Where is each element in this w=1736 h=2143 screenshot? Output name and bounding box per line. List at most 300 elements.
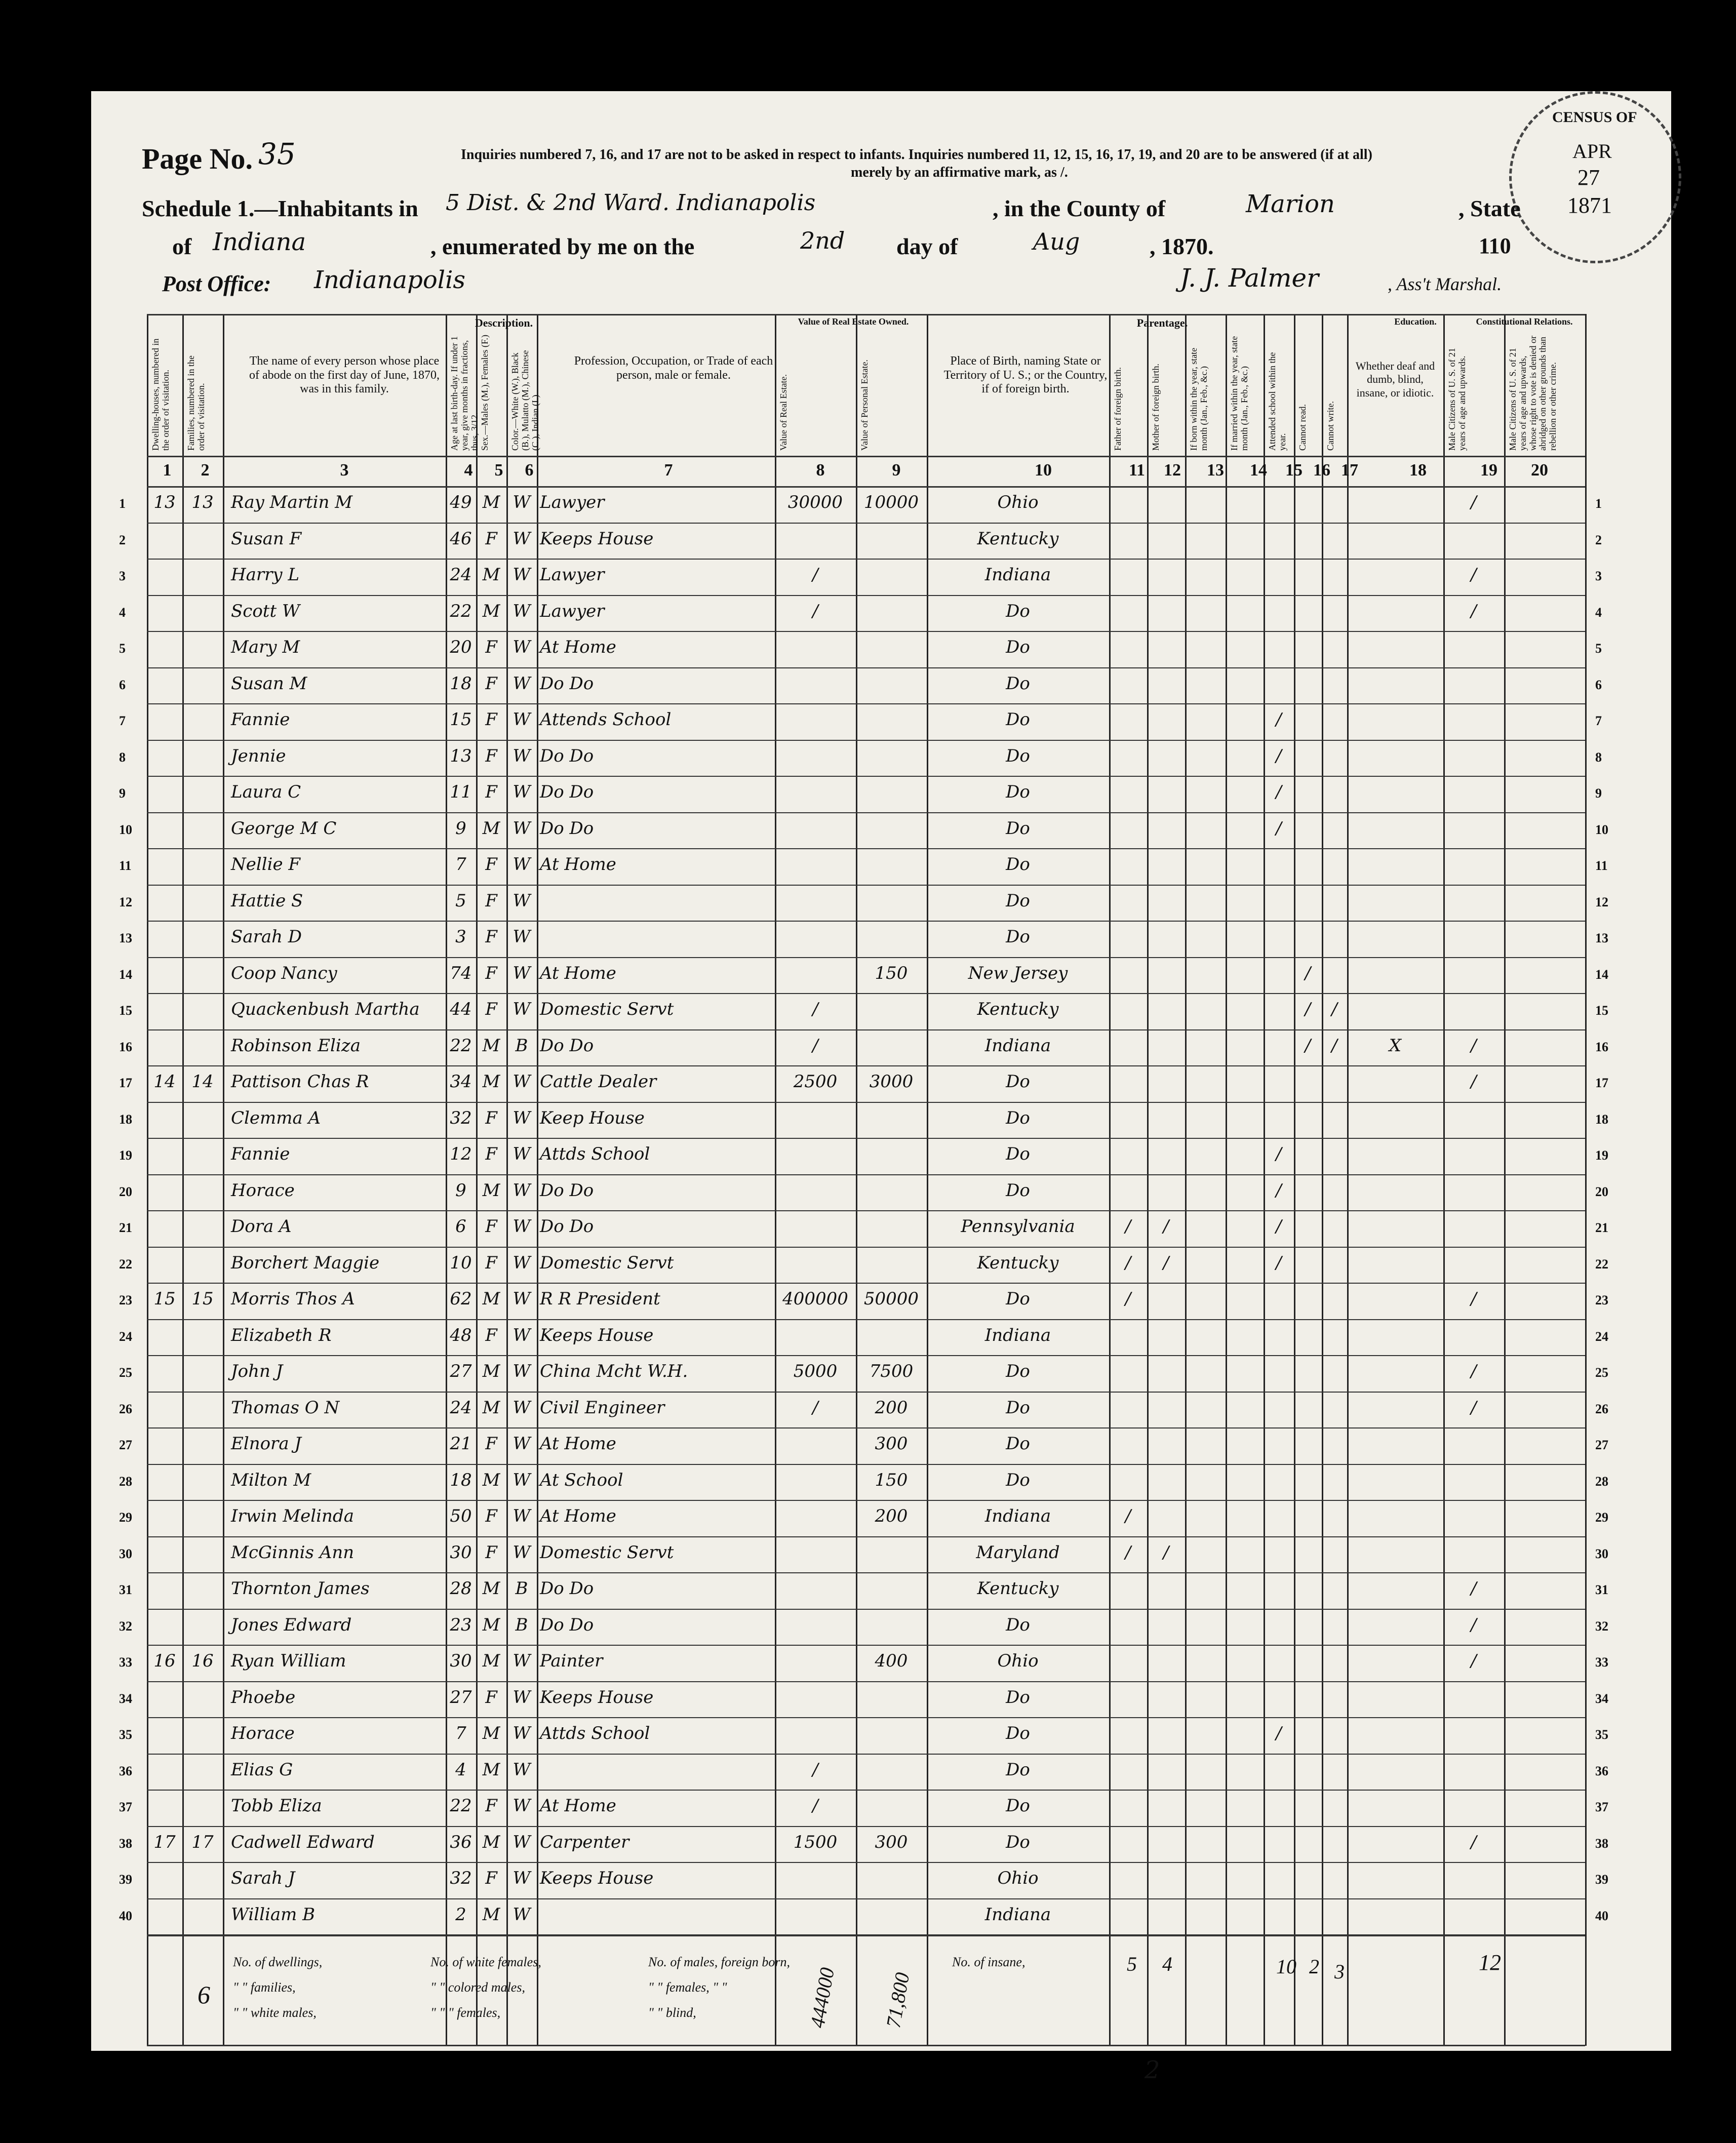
table-cell-name: Susan F (231, 528, 302, 549)
grid-hline (147, 1609, 1585, 1610)
col-num-8: 8 (816, 461, 825, 480)
row-number-right: 30 (1595, 1546, 1608, 1561)
header-c1: Dwelling-houses, numbered in the order of visitation. (150, 338, 171, 451)
table-cell-age: 2 (455, 1904, 466, 1925)
table-cell-occ: At Home (540, 1796, 616, 1816)
table-cell-re: 2500 (793, 1072, 838, 1092)
row-number-right: 6 (1595, 677, 1602, 692)
table-cell-occ: Keep House (540, 1107, 645, 1128)
footer-pe-total: 71,800 (881, 1970, 914, 2030)
table-cell-sex: F (485, 963, 497, 983)
county-label: , in the County of (993, 195, 1166, 221)
table-cell-sex: F (485, 745, 497, 766)
table-cell-sex: F (485, 673, 497, 694)
table-cell-sex: F (485, 854, 497, 875)
grid-vline (1504, 314, 1506, 2046)
table-cell-sex: M (482, 1759, 500, 1780)
grid-vline (223, 314, 224, 2046)
table-cell-c1: 16 (153, 1651, 176, 1671)
grid-hline (147, 740, 1585, 741)
table-cell-re: / (812, 999, 818, 1019)
row-number-left: 7 (119, 713, 126, 728)
table-cell-pe: 150 (875, 1470, 908, 1490)
table-cell-sex: F (485, 1107, 497, 1128)
table-cell-birth: Kentucky (977, 1578, 1059, 1599)
col-num-4: 4 (464, 461, 473, 480)
table-cell-birth: Do (1006, 1397, 1030, 1418)
table-cell-birth: Do (1006, 1072, 1030, 1092)
row-number-right: 28 (1595, 1474, 1608, 1489)
table-cell-re: / (812, 1397, 818, 1418)
table-cell-age: 74 (450, 963, 472, 983)
row-number-right: 1 (1595, 496, 1602, 511)
table-cell-c1: 17 (153, 1832, 176, 1852)
header-constitutional: Constitutional Relations. (1476, 316, 1573, 327)
row-number-right: 9 (1595, 786, 1602, 801)
table-cell-occ: Do Do (540, 745, 594, 766)
table-cell-color: W (512, 1107, 531, 1128)
row-number-right: 34 (1595, 1691, 1608, 1706)
table-cell-name: Clemma A (231, 1107, 321, 1128)
table-cell-birth: Do (1006, 709, 1030, 730)
table-cell-birth: Do (1006, 1180, 1030, 1201)
table-cell-birth: Do (1006, 1723, 1030, 1743)
table-cell-color: B (515, 1035, 528, 1056)
table-cell-c1: 14 (153, 1072, 176, 1092)
table-cell-age: 22 (450, 1796, 472, 1816)
table-cell-occ: At Home (540, 637, 616, 657)
table-cell-occ: Lawyer (540, 492, 605, 512)
table-cell-color: W (512, 1796, 531, 1816)
table-cell-color: W (512, 1723, 531, 1743)
table-cell-occ: At Home (540, 854, 616, 875)
post-office-label: Post Office: (162, 271, 271, 296)
table-cell-color: W (512, 528, 531, 549)
footer-school-tally: 10 (1276, 1955, 1296, 1978)
grid-hline (147, 1754, 1585, 1755)
col-num-18: 18 (1409, 461, 1427, 480)
row-number-right: 38 (1595, 1836, 1608, 1851)
table-cell-sex: F (485, 1325, 497, 1345)
col-num-15: 15 (1285, 461, 1303, 480)
table-cell-name: Thornton James (231, 1578, 370, 1599)
table-cell-sex: M (482, 1180, 500, 1201)
row-number-left: 20 (119, 1184, 132, 1199)
table-cell-color: W (512, 637, 531, 657)
table-cell-birth: Do (1006, 927, 1030, 947)
table-cell-c16: / (1305, 1035, 1311, 1056)
table-cell-pe: 3000 (869, 1072, 914, 1092)
table-cell-sex: F (485, 890, 497, 911)
table-cell-birth: Kentucky (977, 1252, 1059, 1273)
col-num-1: 1 (163, 461, 172, 480)
row-number-right: 24 (1595, 1329, 1608, 1344)
table-cell-sex: F (485, 1687, 497, 1708)
table-cell-c19: / (1471, 1614, 1477, 1635)
row-number-left: 25 (119, 1365, 132, 1380)
table-cell-name: Elias G (231, 1759, 293, 1780)
table-cell-birth: Do (1006, 1470, 1030, 1490)
table-cell-re: / (812, 565, 818, 585)
row-number-left: 11 (119, 858, 132, 873)
table-cell-re: 5000 (793, 1361, 838, 1381)
row-number-left: 10 (119, 822, 132, 837)
header-c2: Families, numbered in the order of visitation. (186, 355, 206, 451)
table-cell-name: Phoebe (231, 1687, 296, 1708)
table-cell-sex: M (482, 818, 500, 839)
table-cell-c2: 14 (191, 1072, 214, 1092)
table-cell-color: W (512, 1868, 531, 1888)
table-cell-name: Hattie S (231, 890, 303, 911)
table-cell-c11: / (1125, 1289, 1131, 1309)
table-cell-name: John J (231, 1361, 283, 1381)
table-cell-sex: F (485, 1216, 497, 1237)
census-table (119, 314, 1608, 2046)
grid-vline (1294, 314, 1295, 2046)
table-cell-sex: F (485, 1144, 497, 1164)
header-c16: Cannot read. (1297, 404, 1308, 451)
table-cell-sex: F (485, 528, 497, 549)
row-number-right: 11 (1595, 858, 1608, 873)
table-cell-age: 13 (450, 745, 472, 766)
table-cell-color: W (512, 1434, 531, 1454)
table-cell-c11: / (1125, 1216, 1131, 1237)
day-of-label: day of (896, 233, 958, 259)
row-number-left: 23 (119, 1293, 132, 1307)
table-cell-name: Horace (231, 1723, 295, 1743)
row-number-right: 14 (1595, 967, 1608, 982)
row-number-left: 15 (119, 1003, 132, 1018)
table-cell-age: 34 (450, 1072, 472, 1092)
table-cell-name: Susan M (231, 673, 307, 694)
row-number-right: 3 (1595, 569, 1602, 583)
row-number-right: 8 (1595, 749, 1602, 765)
table-cell-pe: 300 (875, 1832, 908, 1852)
table-cell-sex: M (482, 492, 500, 512)
table-cell-color: W (512, 1072, 531, 1092)
county-value: Marion (1246, 190, 1335, 218)
table-cell-name: Jennie (231, 745, 286, 766)
table-cell-birth: Do (1006, 818, 1030, 839)
grid-hline (147, 1934, 1585, 1936)
state-label: , State (1458, 195, 1521, 221)
grid-hline (147, 848, 1585, 849)
table-cell-age: 24 (450, 565, 472, 585)
table-cell-age: 32 (450, 1868, 472, 1888)
table-cell-c19: / (1471, 492, 1477, 512)
table-cell-c11: / (1125, 1252, 1131, 1273)
table-cell-birth: Do (1006, 745, 1030, 766)
table-cell-age: 28 (450, 1578, 472, 1599)
row-number-right: 23 (1595, 1293, 1608, 1307)
table-cell-name: Robinson Eliza (231, 1035, 361, 1056)
footer-l2a: " " families, (233, 1980, 296, 1995)
row-number-left: 1 (119, 496, 126, 511)
grid-hline (147, 1138, 1585, 1139)
table-cell-color: W (512, 1470, 531, 1490)
table-cell-sex: M (482, 1723, 500, 1743)
row-number-right: 17 (1595, 1076, 1608, 1090)
footer-parentage-tally-1: 5 (1127, 1953, 1137, 1975)
table-cell-re: 1500 (793, 1832, 838, 1852)
table-cell-c15: / (1276, 818, 1282, 839)
footer-l3b: " " " females, (430, 2005, 501, 2020)
grid-hline (147, 1790, 1585, 1791)
table-cell-name: Ryan William (231, 1651, 346, 1671)
row-number-left: 13 (119, 931, 132, 945)
header-c4: Age at last birth-day. If under 1 year, give months in fractions, thus, 3/12. (449, 336, 480, 451)
table-cell-age: 24 (450, 1397, 472, 1418)
table-cell-color: W (512, 927, 531, 947)
grid-vline (927, 314, 928, 2046)
grid-hline (147, 1319, 1585, 1320)
table-cell-name: Scott W (231, 601, 300, 621)
grid-hline (147, 631, 1585, 632)
table-cell-age: 21 (450, 1434, 472, 1454)
header-c14: If married within the year, state month (Jan., Feb., &c.) (1229, 336, 1249, 451)
row-number-right: 27 (1595, 1438, 1608, 1452)
header-c17: Cannot write. (1325, 401, 1335, 451)
grid-vline (1109, 314, 1111, 2046)
table-cell-c16: / (1305, 963, 1311, 983)
table-cell-birth: Ohio (997, 1651, 1039, 1671)
table-cell-occ: Do Do (540, 782, 594, 802)
grid-hline (147, 1536, 1585, 1537)
row-number-right: 39 (1595, 1872, 1608, 1887)
table-cell-sex: M (482, 1904, 500, 1925)
table-cell-c2: 16 (191, 1651, 214, 1671)
table-cell-sex: M (482, 1397, 500, 1418)
table-cell-birth: Ohio (997, 492, 1039, 512)
table-cell-age: 44 (450, 999, 472, 1019)
row-number-left: 6 (119, 677, 126, 692)
table-cell-age: 32 (450, 1107, 472, 1128)
footer-dwellings-tally: 6 (198, 1980, 210, 2009)
grid-vline (856, 314, 857, 2046)
row-number-right: 10 (1595, 822, 1608, 837)
row-number-right: 12 (1595, 894, 1608, 909)
table-cell-birth: Do (1006, 1434, 1030, 1454)
table-cell-sex: M (482, 1289, 500, 1309)
row-number-left: 38 (119, 1836, 132, 1851)
table-cell-name: Jones Edward (231, 1614, 352, 1635)
table-cell-occ: Lawyer (540, 565, 605, 585)
table-cell-age: 27 (450, 1687, 472, 1708)
table-cell-occ: Carpenter (540, 1832, 629, 1852)
table-cell-age: 10 (450, 1252, 472, 1273)
grid-hline (147, 1898, 1585, 1899)
table-cell-re: / (812, 1796, 818, 1816)
row-number-left: 32 (119, 1618, 132, 1634)
grid-hline (147, 667, 1585, 668)
header-c10: Place of Birth, naming State or Territory of U. S.; or the Country, if of foreign birth. (943, 354, 1108, 396)
row-number-left: 26 (119, 1401, 132, 1416)
page-no-label: Page No. (142, 142, 253, 175)
table-cell-name: Milton M (231, 1470, 311, 1490)
col-num-9: 9 (892, 461, 901, 480)
table-cell-name: Tobb Eliza (231, 1796, 322, 1816)
grid-hline (147, 1065, 1585, 1066)
table-cell-color: W (512, 601, 531, 621)
table-cell-age: 15 (450, 709, 472, 730)
grid-hline (147, 957, 1585, 958)
grid-hline (147, 1862, 1585, 1863)
row-number-right: 5 (1595, 641, 1602, 656)
table-cell-birth: Indiana (984, 1506, 1051, 1526)
table-cell-re: / (812, 1759, 818, 1780)
table-cell-age: 36 (450, 1832, 472, 1852)
row-number-left: 5 (119, 641, 126, 656)
table-cell-color: W (512, 1397, 531, 1418)
row-number-right: 22 (1595, 1256, 1608, 1272)
table-cell-sex: F (485, 999, 497, 1019)
table-cell-c19: / (1471, 1578, 1477, 1599)
table-cell-pe: 150 (875, 963, 908, 983)
table-cell-c19: / (1471, 1072, 1477, 1092)
table-cell-sex: M (482, 601, 500, 621)
grid-vline (147, 314, 148, 2046)
table-cell-c15: / (1276, 1723, 1282, 1743)
row-number-right: 21 (1595, 1220, 1608, 1235)
grid-hline (147, 1174, 1585, 1175)
table-cell-occ: Do Do (540, 1035, 594, 1056)
table-cell-sex: F (485, 709, 497, 730)
table-cell-occ: Attds School (540, 1144, 650, 1164)
table-cell-birth: Do (1006, 637, 1030, 657)
row-number-left: 16 (119, 1039, 132, 1054)
table-cell-age: 11 (450, 782, 472, 802)
table-cell-sex: F (485, 782, 497, 802)
table-cell-occ: China Mcht W.H. (540, 1361, 688, 1381)
table-cell-age: 48 (450, 1325, 472, 1345)
row-number-left: 31 (119, 1582, 132, 1597)
table-cell-name: Cadwell Edward (231, 1832, 375, 1852)
row-number-right: 25 (1595, 1365, 1608, 1380)
table-cell-color: W (512, 1651, 531, 1671)
marshal-label: , Ass't Marshal. (1388, 274, 1502, 294)
table-cell-color: W (512, 1252, 531, 1273)
header-c19: Male Citizens of U. S. of 21 years of age and upwards. (1447, 348, 1467, 451)
table-cell-birth: New Jersey (968, 963, 1068, 983)
row-number-right: 7 (1595, 713, 1602, 728)
page-no-value: 35 (258, 137, 296, 171)
header-c20: Male Citizens of U. S. of 21 years of age and upwards, whose right to vote is denied or abridged on other grounds than rebellion or other crime. (1508, 336, 1558, 451)
col-num-13: 13 (1207, 461, 1224, 480)
census-stamp (1509, 91, 1681, 263)
table-cell-c15: / (1276, 1144, 1282, 1164)
table-cell-c15: / (1276, 782, 1282, 802)
footer-parentage-tally-2: 4 (1162, 1953, 1172, 1975)
row-number-right: 19 (1595, 1148, 1608, 1163)
grid-hline (147, 921, 1585, 922)
row-number-right: 37 (1595, 1800, 1608, 1814)
table-cell-birth: Do (1006, 1361, 1030, 1381)
table-cell-age: 46 (450, 528, 472, 549)
col-num-10: 10 (1035, 461, 1052, 480)
col-num-12: 12 (1164, 461, 1181, 480)
row-number-left: 3 (119, 569, 126, 583)
row-number-left: 27 (119, 1438, 132, 1452)
table-cell-name: Irwin Melinda (231, 1506, 354, 1526)
table-cell-birth: Do (1006, 890, 1030, 911)
table-cell-color: W (512, 565, 531, 585)
table-cell-name: Nellie F (231, 854, 301, 875)
col-num-14: 14 (1250, 461, 1267, 480)
row-number-right: 33 (1595, 1655, 1608, 1670)
table-cell-color: B (515, 1614, 528, 1635)
header-c5: Sex.—Males (M.), Females (F.) (480, 334, 490, 451)
table-cell-birth: Do (1006, 1144, 1030, 1164)
table-cell-color: W (512, 709, 531, 730)
table-cell-occ: Civil Engineer (540, 1397, 665, 1418)
row-number-right: 15 (1595, 1003, 1608, 1018)
table-cell-occ: Cattle Dealer (540, 1072, 657, 1092)
table-cell-occ: R R President (540, 1289, 660, 1309)
table-cell-color: W (512, 1832, 531, 1852)
table-cell-c18: X (1389, 1035, 1402, 1056)
row-number-right: 2 (1595, 532, 1602, 547)
grid-vline (537, 314, 538, 2046)
table-cell-pe: 200 (875, 1397, 908, 1418)
enumerated-label: , enumerated by me on the (430, 233, 695, 259)
table-cell-birth: Maryland (976, 1542, 1060, 1563)
table-cell-color: W (512, 1180, 531, 1201)
row-number-right: 40 (1595, 1908, 1608, 1923)
col-num-17: 17 (1341, 461, 1358, 480)
grid-hline (147, 1029, 1585, 1030)
row-number-right: 31 (1595, 1582, 1608, 1597)
table-cell-occ: Keeps House (540, 528, 654, 549)
table-cell-re: 30000 (787, 492, 843, 512)
instructions-note-2: merely by an affirmative mark, as /. (851, 165, 1068, 180)
table-cell-birth: Kentucky (977, 528, 1059, 549)
table-cell-birth: Indiana (984, 1035, 1051, 1056)
table-cell-occ: Painter (540, 1651, 603, 1671)
table-cell-birth: Do (1006, 601, 1030, 621)
table-cell-c19: / (1471, 1289, 1477, 1309)
table-cell-c19: / (1471, 1397, 1477, 1418)
table-cell-c19: / (1471, 1361, 1477, 1381)
table-cell-occ: At Home (540, 963, 616, 983)
table-cell-birth: Do (1006, 1614, 1030, 1635)
footer-cannot-read-tally: 2 (1309, 1955, 1319, 1978)
table-cell-occ: Domestic Servt (540, 1252, 674, 1273)
grid-vline (1147, 314, 1149, 2046)
row-number-left: 12 (119, 894, 132, 909)
table-cell-occ: Do Do (540, 1216, 594, 1237)
col-num-11: 11 (1128, 461, 1146, 480)
table-cell-name: McGinnis Ann (231, 1542, 354, 1563)
col-num-20: 20 (1531, 461, 1548, 480)
grid-hline (147, 776, 1585, 777)
table-cell-color: W (512, 1325, 531, 1345)
table-cell-occ: Lawyer (540, 601, 605, 621)
table-cell-c2: 13 (191, 492, 214, 512)
row-number-right: 29 (1595, 1510, 1608, 1525)
table-cell-c15: / (1276, 745, 1282, 766)
header-description: Description. (475, 316, 533, 329)
grid-hline (147, 456, 1585, 457)
grid-hline (147, 885, 1585, 886)
table-cell-c16: / (1305, 999, 1311, 1019)
grid-vline (506, 314, 508, 2046)
grid-hline (147, 703, 1585, 704)
grid-hline (147, 1681, 1585, 1682)
table-cell-sex: M (482, 1651, 500, 1671)
grid-hline (147, 1247, 1585, 1248)
table-cell-c19: / (1471, 1035, 1477, 1056)
table-cell-sex: F (485, 637, 497, 657)
